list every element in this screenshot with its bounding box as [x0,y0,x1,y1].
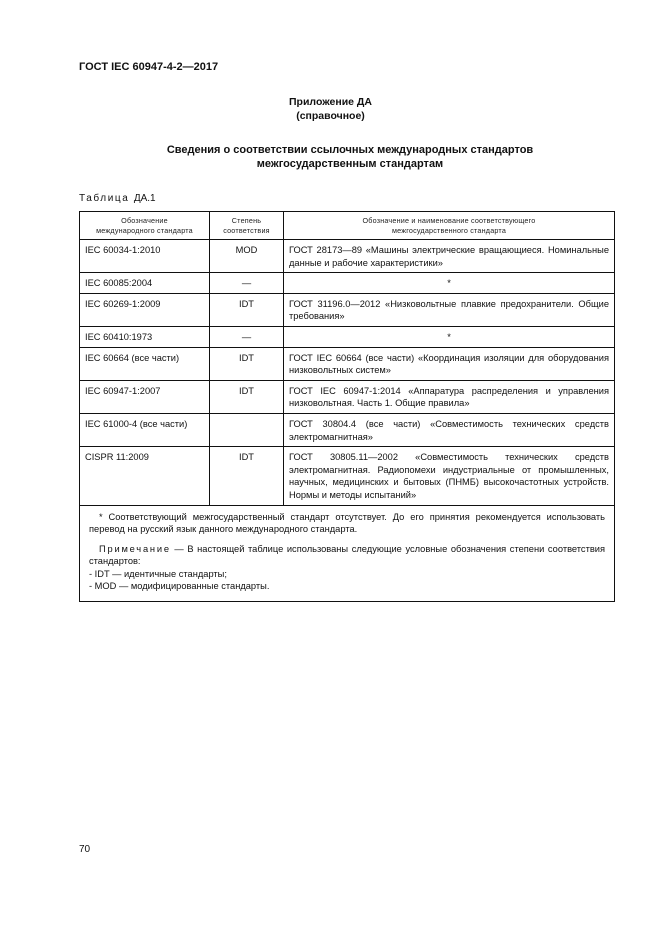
standards-table [79,211,615,602]
table-row [80,273,615,294]
cell-intl-standard: IEC 60034-1:2010 [80,240,210,273]
note-text: — В настоящей таблице использованы следующие условные обозначения степени соответствия стандартов: [89,543,605,567]
annex-heading [0,95,661,123]
cell-degree: MOD [210,240,284,273]
cell-degree: — [210,326,284,347]
table-row [80,380,615,413]
cell-interstate-standard: ГОСТ IEC 60664 (все части) «Координация изоляции для оборудования низковольтных систем» [284,347,615,380]
cell-interstate-standard: * [284,273,615,294]
note-label: Примечание [99,543,171,554]
section-title [80,143,620,171]
cell-intl-standard: IEC 60664 (все части) [80,347,210,380]
table-row [80,447,615,505]
cell-interstate-standard: ГОСТ 30805.11—2002 «Совместимость технических средств электромагнитная. Радиопомехи индустриальные от промышленных, научных, медицинских и бытовых (ПНМБ) высокочастотных устройств. Нормы и методы испытаний» [284,447,615,505]
cell-intl-standard: IEC 60085:2004 [80,273,210,294]
cell-intl-standard: CISPR 11:2009 [80,447,210,505]
table-row [80,240,615,273]
cell-interstate-standard: ГОСТ 30804.4 (все части) «Совместимость технических средств электромагнитная» [284,413,615,446]
table-caption [79,193,156,204]
cell-degree: IDT [210,447,284,505]
cell-interstate-standard: * [284,326,615,347]
cell-degree [210,413,284,446]
table-notes [80,505,615,602]
cell-intl-standard: IEC 61000-4 (все части) [80,413,210,446]
table-row [80,413,615,446]
table-caption-word: Таблица [79,193,130,204]
note-item-idt: - IDT — идентичные стандарты; [89,568,227,579]
table-header-row [80,212,615,240]
table-caption-number: ДА.1 [133,193,156,204]
annex-title: Приложение ДА [289,96,372,108]
cell-interstate-standard: ГОСТ 31196.0—2012 «Низковольтные плавкие предохранители. Общие требования» [284,293,615,326]
cell-intl-standard: IEC 60947-1:2007 [80,380,210,413]
cell-degree: — [210,273,284,294]
section-title-line-1: Сведения о соответствии ссылочных международных стандартов [166,144,534,156]
section-title-line-2: межгосударственным стандартам [256,158,444,170]
table-row [80,293,615,326]
table-footnote: * Соответствующий межгосударственный стандарт отсутствует. До его принятия рекомендуется использовать перевод на русский язык данного международного стандарта. [89,511,605,535]
cell-interstate-standard: ГОСТ 28173—89 «Машины электрические вращающиеся. Номинальные данные и рабочие характеристики» [284,240,615,273]
cell-degree: IDT [210,380,284,413]
table-row [80,347,615,380]
cell-degree: IDT [210,347,284,380]
header-degree: Степень соответствия [210,212,284,240]
annex-subtitle: (справочное) [296,110,365,122]
header-intl-standard: Обозначение международного стандарта [80,212,210,240]
cell-interstate-standard: ГОСТ IEC 60947-1:2014 «Аппаратура распределения и управления низковольтная. Часть 1. Общие правила» [284,380,615,413]
table-row [80,326,615,347]
cell-degree: IDT [210,293,284,326]
page-number: 70 [79,844,91,855]
note-item-mod: - MOD — модифицированные стандарты. [89,581,270,592]
document-code: ГОСТ IEC 60947-4-2—2017 [79,61,219,73]
header-interstate-standard: Обозначение и наименование соответствующего межгосударственного стандарта [284,212,615,240]
cell-intl-standard: IEC 60410:1973 [80,326,210,347]
table-notes-row [80,505,615,602]
cell-intl-standard: IEC 60269-1:2009 [80,293,210,326]
table-note [89,543,605,568]
